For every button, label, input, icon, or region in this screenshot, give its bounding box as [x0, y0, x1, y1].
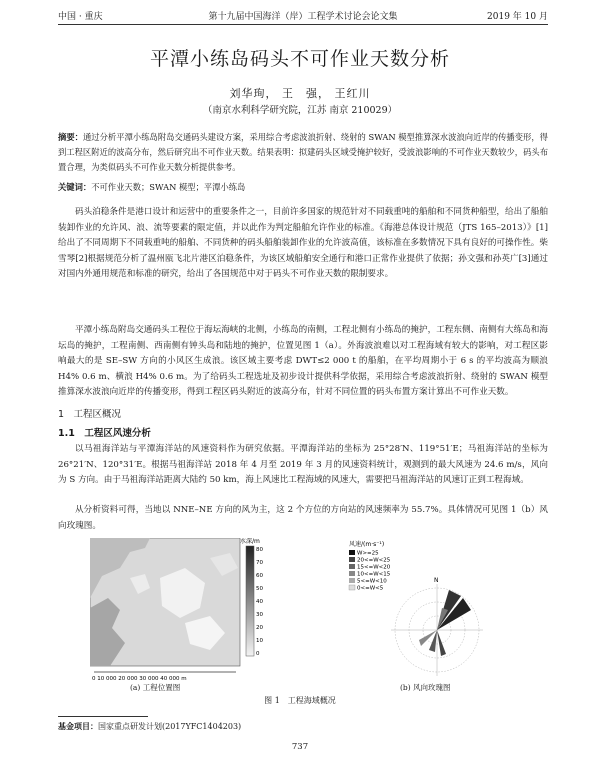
- body-paragraph-4: 从分析资料可得，当地以 NNE–NE 方向的风为主，这 2 个方位的方向站的风速频率为 55.7%。具体情况可见图 1（b）风向玫瑰图。: [58, 505, 548, 531]
- colorbar-tick: 60: [256, 573, 263, 579]
- funding-footnote: [58, 721, 241, 732]
- body-paragraph-2: 平潭小练岛附岛交通码头工程位于海坛海峡的北侧，小练岛的南侧，工程北侧有小练岛的掩护，工程东侧、南侧有大练岛和海坛岛的掩护，工程南侧、西南侧有钟头岛和陆地的掩护，位置见图 1（a）。外海波浪难以对工程海域有较大的影响，对工程区影响最大的是 SE–SW 方向的小风区生成浪。该区域主要考虑 DWT≤2 000 t 的船舶，在平均周期小于 6 s 的平均波高为顺浪 H4% 0.6 m、横浪 H4% 0.6 m。为了给码头工程选址及初步设计提供科学依据，采用综合考虑波浪折射、绕射的 SWAN 模型推算深水波浪向近岸的传播变形，得到工程区码头附近的波高分布，针对不同位置的码头布置方案计算出不可作业天数。: [58, 325, 548, 398]
- rose-petal-ssw: [437, 630, 446, 656]
- paper-affiliation: （南京水利科学研究院，江苏 南京 210029）: [202, 105, 398, 116]
- colorbar-tick: 50: [256, 586, 263, 592]
- rose-legend: [349, 550, 391, 592]
- rose-legend-item: 20<=W<25: [357, 557, 391, 564]
- footnote-rule: [58, 716, 148, 717]
- header-proceedings: 第十九届中国海洋（岸）工程学术讨论会论文集: [208, 12, 398, 22]
- figure-label-b: (b) 风向玫瑰图: [400, 683, 451, 692]
- keywords-label: 关键词：: [58, 182, 92, 192]
- rose-legend-item: 15<=W<20: [357, 564, 391, 571]
- colorbar-title: 水深/m: [240, 538, 260, 545]
- rose-legend-item: 0<=W<5: [357, 585, 384, 592]
- header-date: 2019 年 10 月: [487, 12, 548, 22]
- body-paragraph-3: 以马祖海洋站与平潭海洋站的风速资料作为研究依据。平潭海洋站的坐标为 25°28′N、119°51′E；马祖海洋站的坐标为 26°21′N、120°31′E。根据马祖海洋站 2018 年 4 月至 2019 年 3 月的风速资料统计，观测到的最大风速为 24.6 m/s，风向为 S 方向。由于马祖海洋站距离大陆约 50 km，海上风速比工程海域的风速大，需要把马祖海洋站的风速订正到工程海域。: [58, 444, 548, 486]
- running-header: [58, 9, 548, 23]
- page-number: 737: [291, 742, 309, 752]
- colorbar-tick: 70: [256, 560, 263, 566]
- rose-legend-title: 风速/(m·s⁻¹): [349, 541, 385, 548]
- section-heading-1-1: 1.1 工程区风速分析: [58, 428, 151, 439]
- keywords: [58, 180, 548, 194]
- body-paragraph-1: 码头泊稳条件是港口设计和运营中的重要条件之一，目前许多国家的规范针对不同载重吨的船舶和不同货种船型，给出了船舶装卸作业的允许风、浪、流等要素的限定值，并以此作为判定船舶允许作业的标准。《海港总体设计规范（JTS 165–2013）》[1]给出了不同周期下不同载重吨的船舶、不同货种的码头船舶装卸作业的允许波高值，该标准在多数情况下具有良好的可操作性。柴雪琴[2]根据规范分析了温州瓯飞北片港区泊稳条件，为该区域船舶安全通行和港口正常作业提供了依据；孙文强和孙英广[3]通过对国内外通用规范和标准的研究，给出了各国规范中对于码头不可作业天数的限制要求。: [58, 207, 548, 280]
- abstract-text: 通过分析平潭小练岛附岛交通码头建设方案，采用综合考虑波浪折射、绕射的 SWAN 模型推算深水波浪向近岸的传播变形，得到工程区附近的波高分布，然后研究出不可作业天数。结果表明：拟建码头区域受掩护较好，受波浪影响的不可作业天数较少，码头布置合理，为类似码头不可作业天数分析提供参考。: [58, 132, 548, 172]
- rose-legend-item: 5<=W<10: [357, 578, 387, 585]
- map-scale-labels: 0 10 000 20 000 30 000 40 000 m: [92, 676, 187, 682]
- paper-title: 平潭小练岛码头不可作业天数分析: [149, 48, 450, 70]
- header-location: 中国 · 重庆: [58, 12, 103, 22]
- abstract: [58, 130, 548, 175]
- colorbar-tick: 30: [256, 612, 263, 618]
- colorbar-tick: 40: [256, 599, 263, 605]
- figure-label-a: (a) 工程位置图: [130, 683, 181, 692]
- rose-legend-item: W>=25: [357, 550, 379, 557]
- section-heading-1: 1 工程区概况: [58, 409, 122, 420]
- colorbar-tick: 0: [256, 651, 260, 657]
- funding-text: 国家重点研发计划(2017YFC1404203): [98, 722, 242, 731]
- colorbar-tick: 20: [256, 625, 263, 631]
- colorbar-tick: 10: [256, 638, 263, 644]
- funding-label: 基金项目：: [58, 722, 98, 731]
- colorbar-tick: 80: [256, 547, 263, 553]
- rose-north-label: N: [434, 577, 439, 584]
- wind-rose-figure: [345, 538, 495, 684]
- colorbar-tick-labels: [256, 547, 263, 657]
- figure-caption: 图 1 工程海域概况: [264, 696, 336, 705]
- rose-legend-item: 10<=W<15: [357, 571, 391, 578]
- map-colorbar: [246, 546, 254, 656]
- abstract-label: 摘要：: [58, 132, 83, 142]
- keywords-text: 不可作业天数；SWAN 模型；平潭小练岛: [91, 182, 246, 192]
- paper-authors: 刘华珣， 王 强， 王红川: [229, 87, 371, 100]
- location-map-figure: [90, 538, 280, 684]
- header-rule: [58, 24, 548, 25]
